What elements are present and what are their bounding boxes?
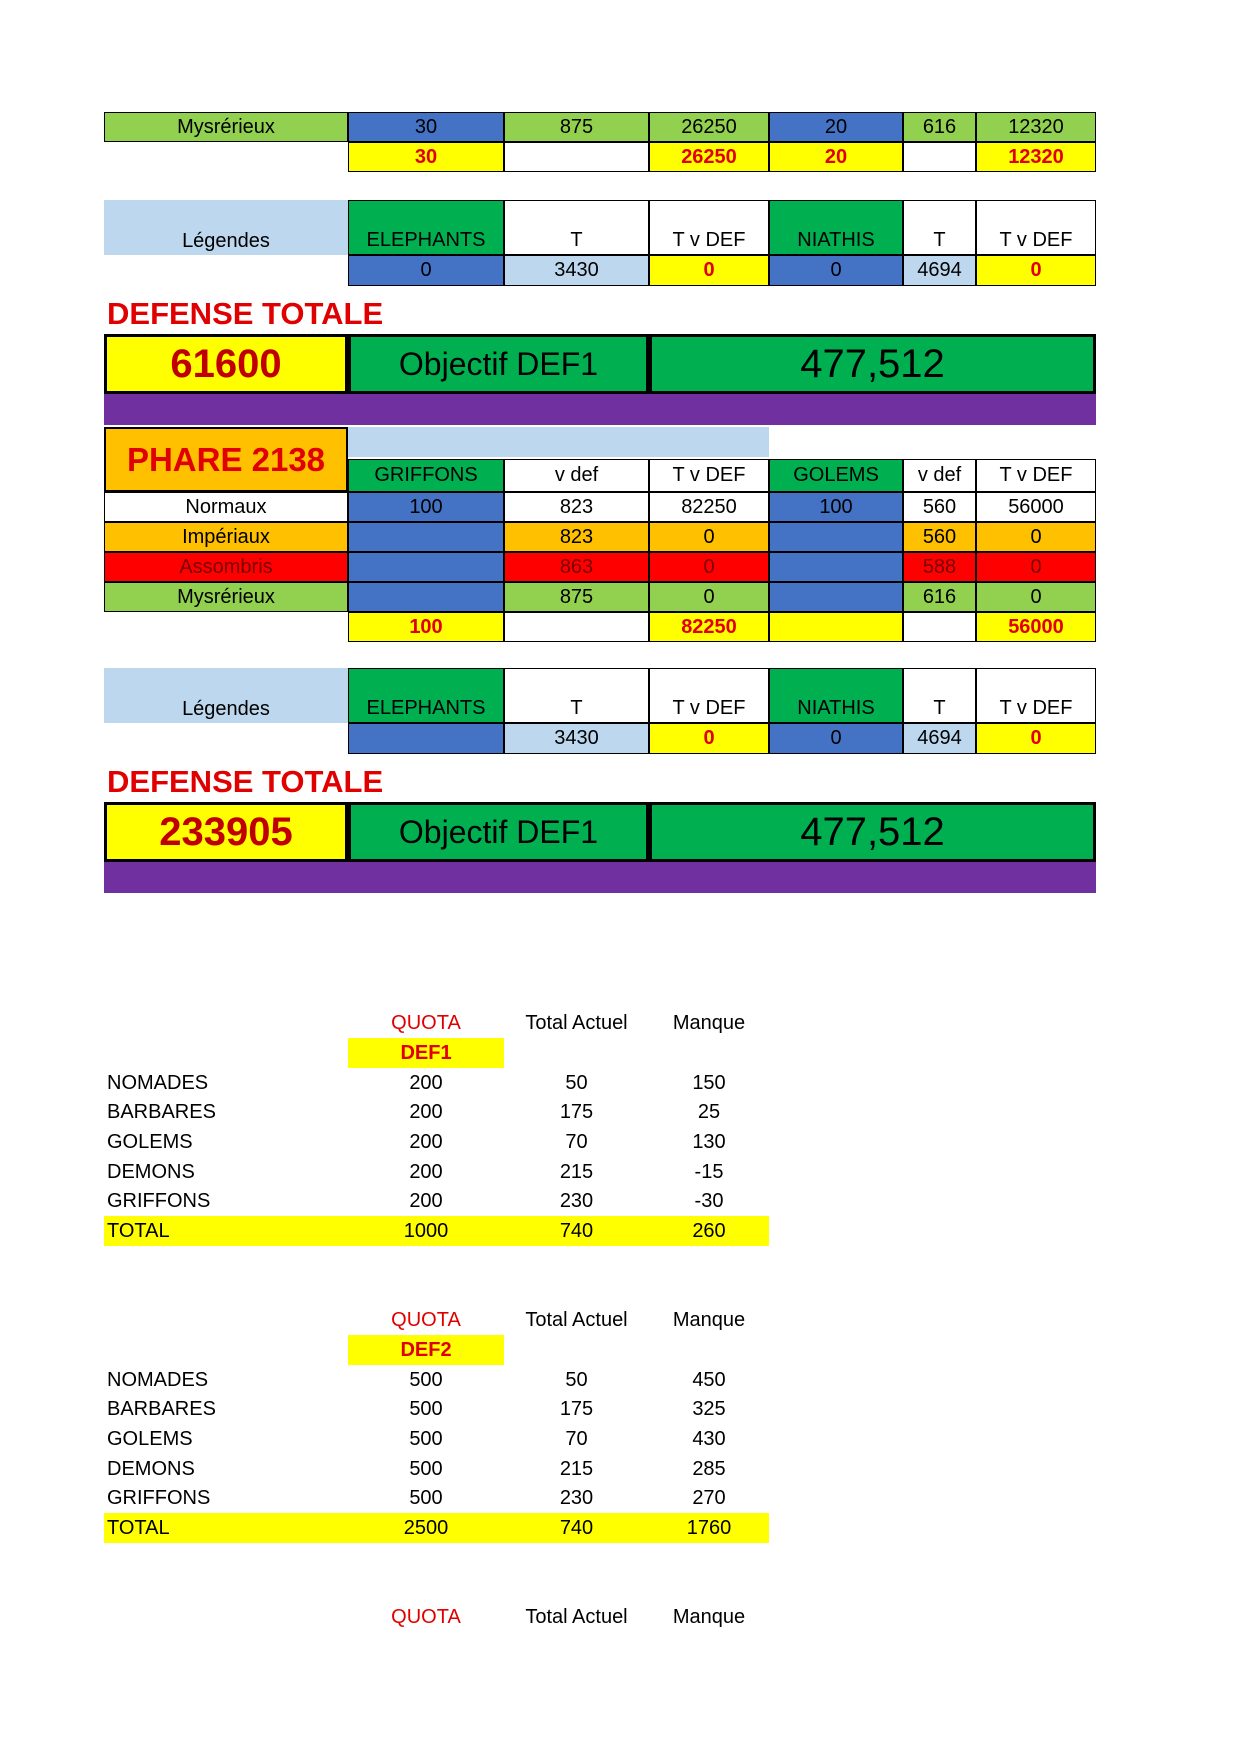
header-tvdef: T v DEF [976,668,1096,723]
quota-value: 200 [409,1100,443,1123]
header-niathis: NIATHIS [769,668,903,723]
total-cell [504,612,649,642]
total-cell [769,612,903,642]
row-label-assombris: Assombris [104,552,348,582]
cell: 875 [504,112,649,142]
defense-total-value: 233905 [104,802,348,862]
header-vdef: v def [504,459,649,492]
cell: 100 [348,492,504,522]
cell: 30 [348,112,504,142]
row-label-mysterieux: Mysrérieux [104,582,348,612]
total-cell: 82250 [649,612,769,642]
cell [348,723,504,754]
actuel-value: 175 [559,1100,594,1123]
header-tvdef: T v DEF [649,459,769,492]
manque-header: Manque [672,1011,746,1034]
cell: 0 [649,255,769,286]
cell [769,522,903,552]
manque-value: -15 [694,1160,724,1183]
cell: 20 [769,112,903,142]
header-golems: GOLEMS [769,459,903,492]
manque-value: 430 [692,1427,726,1450]
quota-row-label: BARBARES [107,1100,216,1123]
defense-total-title: DEFENSE TOTALE [107,296,384,331]
actuel-value: 175 [559,1397,594,1420]
cell: 3430 [504,723,649,754]
manque-total-value: 260 [649,1216,769,1246]
cell: 0 [976,723,1096,754]
cell: 0 [649,552,769,582]
cell: 12320 [976,112,1096,142]
row-label-imperiaux: Impériaux [104,522,348,552]
manque-value: 285 [692,1457,726,1480]
header-t: T [504,200,649,255]
total-cell [903,612,976,642]
cell: 4694 [903,723,976,754]
cell: 823 [504,492,649,522]
total-cell: 100 [348,612,504,642]
quota-sub-def2: DEF2 [348,1335,504,1365]
quota-total-value: 1000 [348,1216,504,1246]
cell: 0 [976,552,1096,582]
header-tvdef: T v DEF [649,200,769,255]
legendes-label: Légendes [104,668,348,723]
cell: 0 [649,723,769,754]
quota-value: 500 [409,1397,443,1420]
cell: 0 [976,255,1096,286]
quota-row-label: GRIFFONS [107,1486,211,1509]
total-cell: 26250 [649,142,769,172]
total-cell: 56000 [976,612,1096,642]
cell: 100 [769,492,903,522]
cell: 875 [504,582,649,612]
quota-value: 500 [409,1427,443,1450]
actuel-value: 230 [559,1189,594,1212]
quota-row-label: DEMONS [107,1160,195,1183]
quota-row-label: NOMADES [107,1071,209,1094]
quota-row-label: DEMONS [107,1457,195,1480]
actuel-value: 215 [559,1457,594,1480]
manque-value: 130 [692,1130,726,1153]
cell: 863 [504,552,649,582]
actuel-value: 50 [565,1368,588,1391]
cell [348,582,504,612]
objective-label: Objectif DEF1 [348,802,649,862]
manque-total-value: 1760 [649,1513,769,1543]
actuel-total-value: 740 [504,1513,649,1543]
quota-row-label: NOMADES [107,1368,209,1391]
header-vdef: v def [903,459,976,492]
quota-value: 200 [409,1160,443,1183]
cell: 616 [903,582,976,612]
header-tvdef: T v DEF [976,200,1096,255]
divider-bar [104,862,1096,893]
quota-total-label: TOTAL [104,1216,348,1246]
cell: 0 [649,582,769,612]
cell [348,552,504,582]
cell: 823 [504,522,649,552]
cell: 0 [976,582,1096,612]
header-t: T [903,200,976,255]
actuel-value: 70 [565,1130,588,1153]
quota-header: QUOTA [391,1308,461,1331]
actuel-total-value: 740 [504,1216,649,1246]
objective-value: 477,512 [649,802,1096,862]
cell: 56000 [976,492,1096,522]
total-cell: 30 [348,142,504,172]
objective-value: 477,512 [649,334,1096,394]
header-tvdef: T v DEF [976,459,1096,492]
quota-row-label: GRIFFONS [107,1189,211,1212]
quota-total-value: 2500 [348,1513,504,1543]
quota-row-label: BARBARES [107,1397,216,1420]
divider-bar [104,394,1096,425]
defense-total-value: 61600 [104,334,348,394]
actuel-value: 50 [565,1071,588,1094]
quota-row-label: GOLEMS [107,1427,193,1450]
cell: 0 [769,255,903,286]
total-actuel-header: Total Actuel [525,1308,628,1331]
header-griffons: GRIFFONS [348,459,504,492]
cell [348,522,504,552]
cell: 0 [348,255,504,286]
total-cell [903,142,976,172]
legendes-label: Légendes [104,200,348,255]
cell: 0 [649,522,769,552]
total-actuel-header: Total Actuel [525,1011,628,1034]
manque-header: Manque [672,1308,746,1331]
manque-value: 270 [692,1486,726,1509]
quota-row-label: GOLEMS [107,1130,193,1153]
mysterieux-label: Mysrérieux [104,112,348,142]
phare-title: PHARE 2138 [104,427,348,492]
cell: 588 [903,552,976,582]
quota-header: QUOTA [391,1011,461,1034]
cell: 3430 [504,255,649,286]
header-niathis: NIATHIS [769,200,903,255]
quota-sub-def1: DEF1 [348,1038,504,1068]
header-tvdef: T v DEF [649,668,769,723]
quota-value: 200 [409,1130,443,1153]
manque-value: -30 [694,1189,724,1212]
quota-value: 200 [409,1071,443,1094]
quota-value: 500 [409,1457,443,1480]
quota-value: 200 [409,1189,443,1212]
actuel-value: 230 [559,1486,594,1509]
cell: 616 [903,112,976,142]
total-cell: 12320 [976,142,1096,172]
manque-value: 325 [692,1397,726,1420]
cell: 560 [903,492,976,522]
cell: 26250 [649,112,769,142]
cell: 0 [769,723,903,754]
actuel-value: 70 [565,1427,588,1450]
cell: 0 [976,522,1096,552]
header-elephants: ELEPHANTS [348,668,504,723]
quota-header: QUOTA [391,1605,461,1628]
quota-total-label: TOTAL [104,1513,348,1543]
manque-header: Manque [672,1605,746,1628]
actuel-value: 215 [559,1160,594,1183]
manque-value: 150 [692,1071,726,1094]
quota-value: 500 [409,1486,443,1509]
total-cell [504,142,649,172]
header-band [348,427,769,457]
header-elephants: ELEPHANTS [348,200,504,255]
manque-value: 450 [692,1368,726,1391]
total-actuel-header: Total Actuel [525,1605,628,1628]
total-cell: 20 [769,142,903,172]
quota-value: 500 [409,1368,443,1391]
cell: 82250 [649,492,769,522]
cell: 560 [903,522,976,552]
row-label-normaux: Normaux [104,492,348,522]
defense-total-title: DEFENSE TOTALE [107,764,384,799]
cell [769,552,903,582]
manque-value: 25 [697,1100,721,1123]
header-t: T [903,668,976,723]
objective-label: Objectif DEF1 [348,334,649,394]
header-t: T [504,668,649,723]
cell: 4694 [903,255,976,286]
cell [769,582,903,612]
